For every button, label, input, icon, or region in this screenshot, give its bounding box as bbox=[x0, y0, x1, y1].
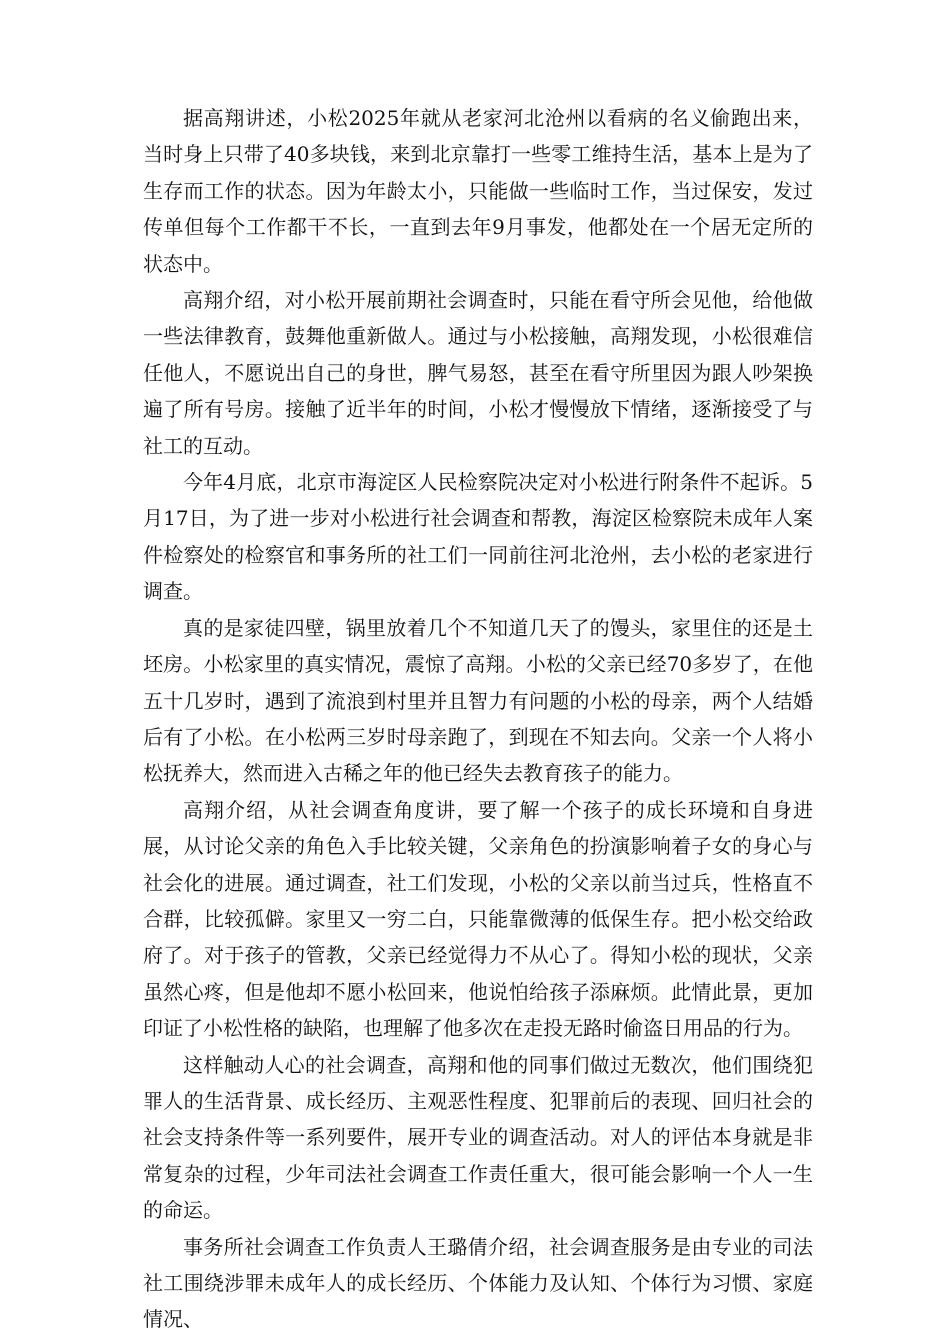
paragraph-5: 高翔介绍，从社会调查角度讲，要了解一个孩子的成长环境和自身进展，从讨论父亲的角色入手比较关键，父亲角色的扮演影响着子女的身心与社会化的进展。通过调查，社工们发现，小松的父亲以前当过兵，性格直不合群，比较孤僻。家里又一穷二白，只能靠微薄的低保生存。把小松交给政府了。对于孩子的管教，父亲已经觉得力不从心了。得知小松的现状，父亲虽然心疼，但是他却不愿小松回来，他说怕给孩子添麻烦。此情此景，更加印证了小松性格的缺陷，也理解了他多次在走投无路时偷盗日用品的行为。 bbox=[143, 797, 813, 1041]
paragraph-2: 高翔介绍，对小松开展前期社会调查时，只能在看守所会见他，给他做一些法律教育，鼓舞他重新做人。通过与小松接触，高翔发现，小松很难信任他人，不愿说出自己的身世，脾气易怒，甚至在看守所里因为跟人吵架换遍了所有号房。接触了近半年的时间，小松才慢慢放下情绪，逐渐接受了与社工的互动。 bbox=[143, 288, 813, 458]
paragraph-3: 今年4月底，北京市海淀区人民检察院决定对小松进行附条件不起诉。5月17日，为了进一步对小松进行社会调查和帮教，海淀区检察院未成年人案件检察处的检察官和事务所的社工们一同前往河北沧州，去小松的老家进行调查。 bbox=[143, 470, 813, 604]
paragraph-1: 据高翔讲述，小松2025年就从老家河北沧州以看病的名义偷跑出来，当时身上只带了40多块钱，来到北京靠打一些零工维持生活，基本上是为了生存而工作的状态。因为年龄太小，只能做一些临时工作，当过保安，发过传单但每个工作都干不长，一直到去年9月事发，他都处在一个居无定所的状态中。 bbox=[143, 106, 813, 276]
paragraph-6: 这样触动人心的社会调查，高翔和他的同事们做过无数次，他们围绕犯罪人的生活背景、成长经历、主观恶性程度、犯罪前后的表现、回归社会的社会支持条件等一系列要件，展开专业的调查活动。对人的评估本身就是非常复杂的过程，少年司法社会调查工作责任重大，很可能会影响一个人一生的命运。 bbox=[143, 1052, 813, 1223]
paragraph-7: 事务所社会调查工作负责人王璐倩介绍，社会调查服务是由专业的司法社工围绕涉罪未成年人的成长经历、个体能力及认知、个体行为习惯、家庭情况、 bbox=[143, 1234, 813, 1332]
article-body bbox=[143, 100, 813, 1338]
paragraph-4: 真的是家徒四壁，锅里放着几个不知道几天了的馒头，家里住的还是土坯房。小松家里的真实情况，震惊了高翔。小松的父亲已经70多岁了，在他五十几岁时，遇到了流浪到村里并且智力有问题的小松的母亲，两个人结婚后有了小松。在小松两三岁时母亲跑了，到现在不知去向。父亲一个人将小松抚养大，然而进入古稀之年的他已经失去教育孩子的能力。 bbox=[143, 615, 813, 786]
